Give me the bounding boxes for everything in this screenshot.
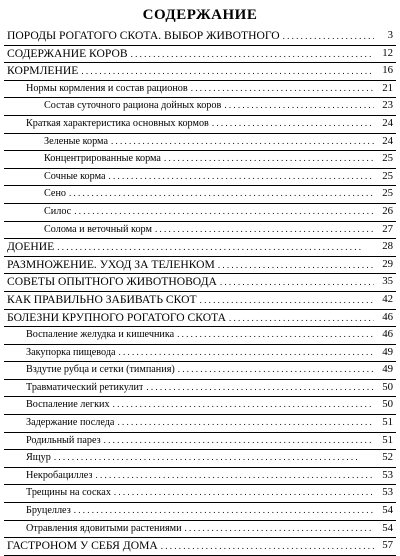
dot-leader: [212, 115, 374, 133]
toc-entry-page: 50: [382, 380, 393, 393]
toc-entry[interactable]: [4, 345, 396, 363]
dot-leader: [220, 273, 374, 291]
dot-leader: [108, 168, 374, 186]
toc-entry-page: 51: [382, 433, 393, 446]
toc-entry-page: 51: [382, 416, 393, 429]
toc-entry-title: СОДЕРЖАНИЕ КОРОВ: [7, 46, 128, 60]
toc-entry-title: Воспаление легких: [26, 399, 110, 411]
page-title: СОДЕРЖАНИЕ: [142, 7, 258, 23]
toc-entry-title: Воспаление желудка и кишечника: [26, 329, 175, 341]
toc-entry[interactable]: [4, 28, 396, 46]
toc-entry-title: Закупорка пищевода: [26, 346, 116, 358]
toc-entry-page: 53: [382, 468, 393, 481]
toc-entry[interactable]: [4, 98, 396, 116]
dot-leader: [283, 27, 374, 45]
dot-leader: [69, 185, 374, 203]
toc-entry-page: 21: [382, 81, 393, 94]
toc-entry[interactable]: [4, 222, 396, 240]
dot-leader: [81, 62, 374, 80]
toc-entry[interactable]: [4, 63, 396, 81]
toc-entry-title: Отравления ядовитыми растениями: [26, 522, 182, 534]
toc-entry-title: КАК ПРАВИЛЬНО ЗАБИВАТЬ СКОТ: [7, 292, 197, 306]
dot-leader: [114, 484, 374, 502]
toc-entry-title: Солома и веточный корм: [44, 223, 152, 235]
dot-leader: [95, 467, 374, 485]
toc-entry-title: Трещины на сосках: [26, 487, 111, 499]
dot-leader: [111, 133, 374, 151]
toc-entry-title: Бруцеллез: [26, 505, 71, 517]
toc-entry-page: 12: [382, 46, 393, 59]
toc-entry[interactable]: [4, 397, 396, 415]
toc-entry-title: ДОЕНИЕ: [7, 240, 55, 254]
toc-entry[interactable]: [4, 521, 396, 539]
toc-entry[interactable]: [4, 433, 396, 451]
toc-entry[interactable]: [4, 186, 396, 204]
toc-entry-page: 57: [382, 539, 393, 552]
toc-entry-page: 54: [382, 521, 393, 534]
toc-page: [0, 4, 400, 553]
dot-leader: [224, 97, 374, 115]
dot-leader: [113, 396, 374, 414]
toc-entry-title: РАЗМНОЖЕНИЕ. УХОД ЗА ТЕЛЕНКОМ: [7, 257, 215, 271]
toc-entry-title: Состав суточного рациона дойных коров: [44, 100, 222, 112]
toc-entry[interactable]: [4, 503, 396, 521]
toc-entry-page: 26: [382, 204, 393, 217]
toc-entry-title: Силос: [44, 205, 72, 217]
toc-entry-title: БОЛЕЗНИ КРУПНОГО РОГАТОГО СКОТА: [7, 310, 226, 324]
toc-entry-title: ПОРОДЫ РОГАТОГО СКОТА. ВЫБОР ЖИВОТНОГО: [7, 29, 280, 42]
dot-leader: [229, 309, 374, 327]
toc-entry-page: 24: [382, 116, 393, 129]
toc-entry[interactable]: [4, 450, 396, 468]
toc-entry-title: Родильный парез: [26, 434, 101, 446]
toc-entry-page: 24: [382, 134, 393, 147]
toc-entry-title: Вздутие рубца и сетки (тимпания): [26, 364, 175, 376]
toc-entry-page: 54: [382, 504, 393, 517]
toc-entry[interactable]: [4, 151, 396, 169]
toc-entry-page: 46: [382, 328, 393, 341]
dot-leader: [200, 291, 374, 309]
dot-leader: [104, 432, 374, 450]
dot-leader: [54, 449, 374, 467]
toc-entry[interactable]: [4, 380, 396, 398]
toc-entry-page: 46: [382, 310, 393, 323]
toc-entry[interactable]: [4, 81, 396, 99]
toc-entry-title: Сочные корма: [44, 170, 106, 182]
dot-leader: [74, 502, 374, 520]
toc-entry[interactable]: [4, 116, 396, 134]
toc-entry-title: Нормы кормления и состав рационов: [26, 82, 188, 94]
toc-entry-page: 16: [382, 64, 393, 77]
toc-entry-title: Краткая характеристика основных кормов: [26, 117, 209, 129]
toc-entry[interactable]: [4, 362, 396, 380]
toc-entry-title: Зеленые корма: [44, 135, 108, 147]
dot-leader: [146, 379, 374, 397]
toc-entry[interactable]: [4, 274, 396, 292]
dot-leader: [119, 344, 374, 362]
dot-leader: [178, 361, 374, 379]
toc-entry-page: 52: [382, 451, 393, 464]
toc-entry-title: СОВЕТЫ ОПЫТНОГО ЖИВОТНОВОДА: [7, 275, 217, 289]
toc-entry-page: 42: [382, 292, 393, 305]
toc-entry-title: ГАСТРОНОМ У СЕБЯ ДОМА: [7, 539, 158, 553]
dot-leader: [185, 520, 374, 538]
dot-leader: [117, 414, 374, 432]
toc-entry-page: 3: [387, 29, 393, 41]
toc-entry-page: 29: [382, 257, 393, 270]
toc-entry-page: 27: [382, 222, 393, 235]
dot-leader: [57, 238, 374, 256]
toc-entry-title: Задержание последа: [26, 417, 115, 429]
toc-entry[interactable]: [4, 204, 396, 222]
toc-entry-page: 25: [382, 169, 393, 182]
dot-leader: [161, 537, 374, 555]
toc-entry[interactable]: [4, 134, 396, 152]
toc-entry[interactable]: [4, 310, 396, 328]
toc-entry[interactable]: [4, 46, 396, 64]
dot-leader: [191, 80, 374, 98]
toc-entry-title: Некробациллез: [26, 469, 93, 481]
toc-entry-page: 28: [382, 240, 393, 253]
toc-entry-page: 35: [382, 275, 393, 288]
toc-entry[interactable]: [4, 468, 396, 486]
toc-entry[interactable]: [4, 538, 396, 556]
toc-entry-page: 49: [382, 363, 393, 376]
toc-entry-title: Сено: [44, 188, 66, 200]
dot-leader: [218, 256, 374, 274]
toc-entry[interactable]: [4, 327, 396, 345]
dot-leader: [164, 150, 374, 168]
dot-leader: [177, 326, 374, 344]
toc-entry-title: КОРМЛЕНИЕ: [7, 64, 79, 78]
toc-entry-title: Травматический ретикулит: [26, 381, 144, 393]
toc-entry[interactable]: [4, 239, 396, 257]
toc-entry-page: 25: [382, 152, 393, 165]
toc-entry-page: 23: [382, 99, 393, 112]
toc-entry[interactable]: [4, 169, 396, 187]
toc-entry-title: Концентрированные корма: [44, 153, 161, 165]
toc-entry[interactable]: [4, 257, 396, 275]
toc-entry-title: Ящур: [26, 452, 51, 464]
toc-entry-page: 50: [382, 398, 393, 411]
toc-entry-page: 49: [382, 345, 393, 358]
dot-leader: [155, 221, 374, 239]
toc-entry[interactable]: [4, 292, 396, 310]
toc-entry-page: 53: [382, 486, 393, 499]
dot-leader: [74, 203, 374, 221]
toc-entry[interactable]: [4, 415, 396, 433]
toc-list: [4, 28, 396, 556]
toc-entry-page: 25: [382, 187, 393, 200]
toc-entry[interactable]: [4, 485, 396, 503]
dot-leader: [131, 45, 374, 63]
